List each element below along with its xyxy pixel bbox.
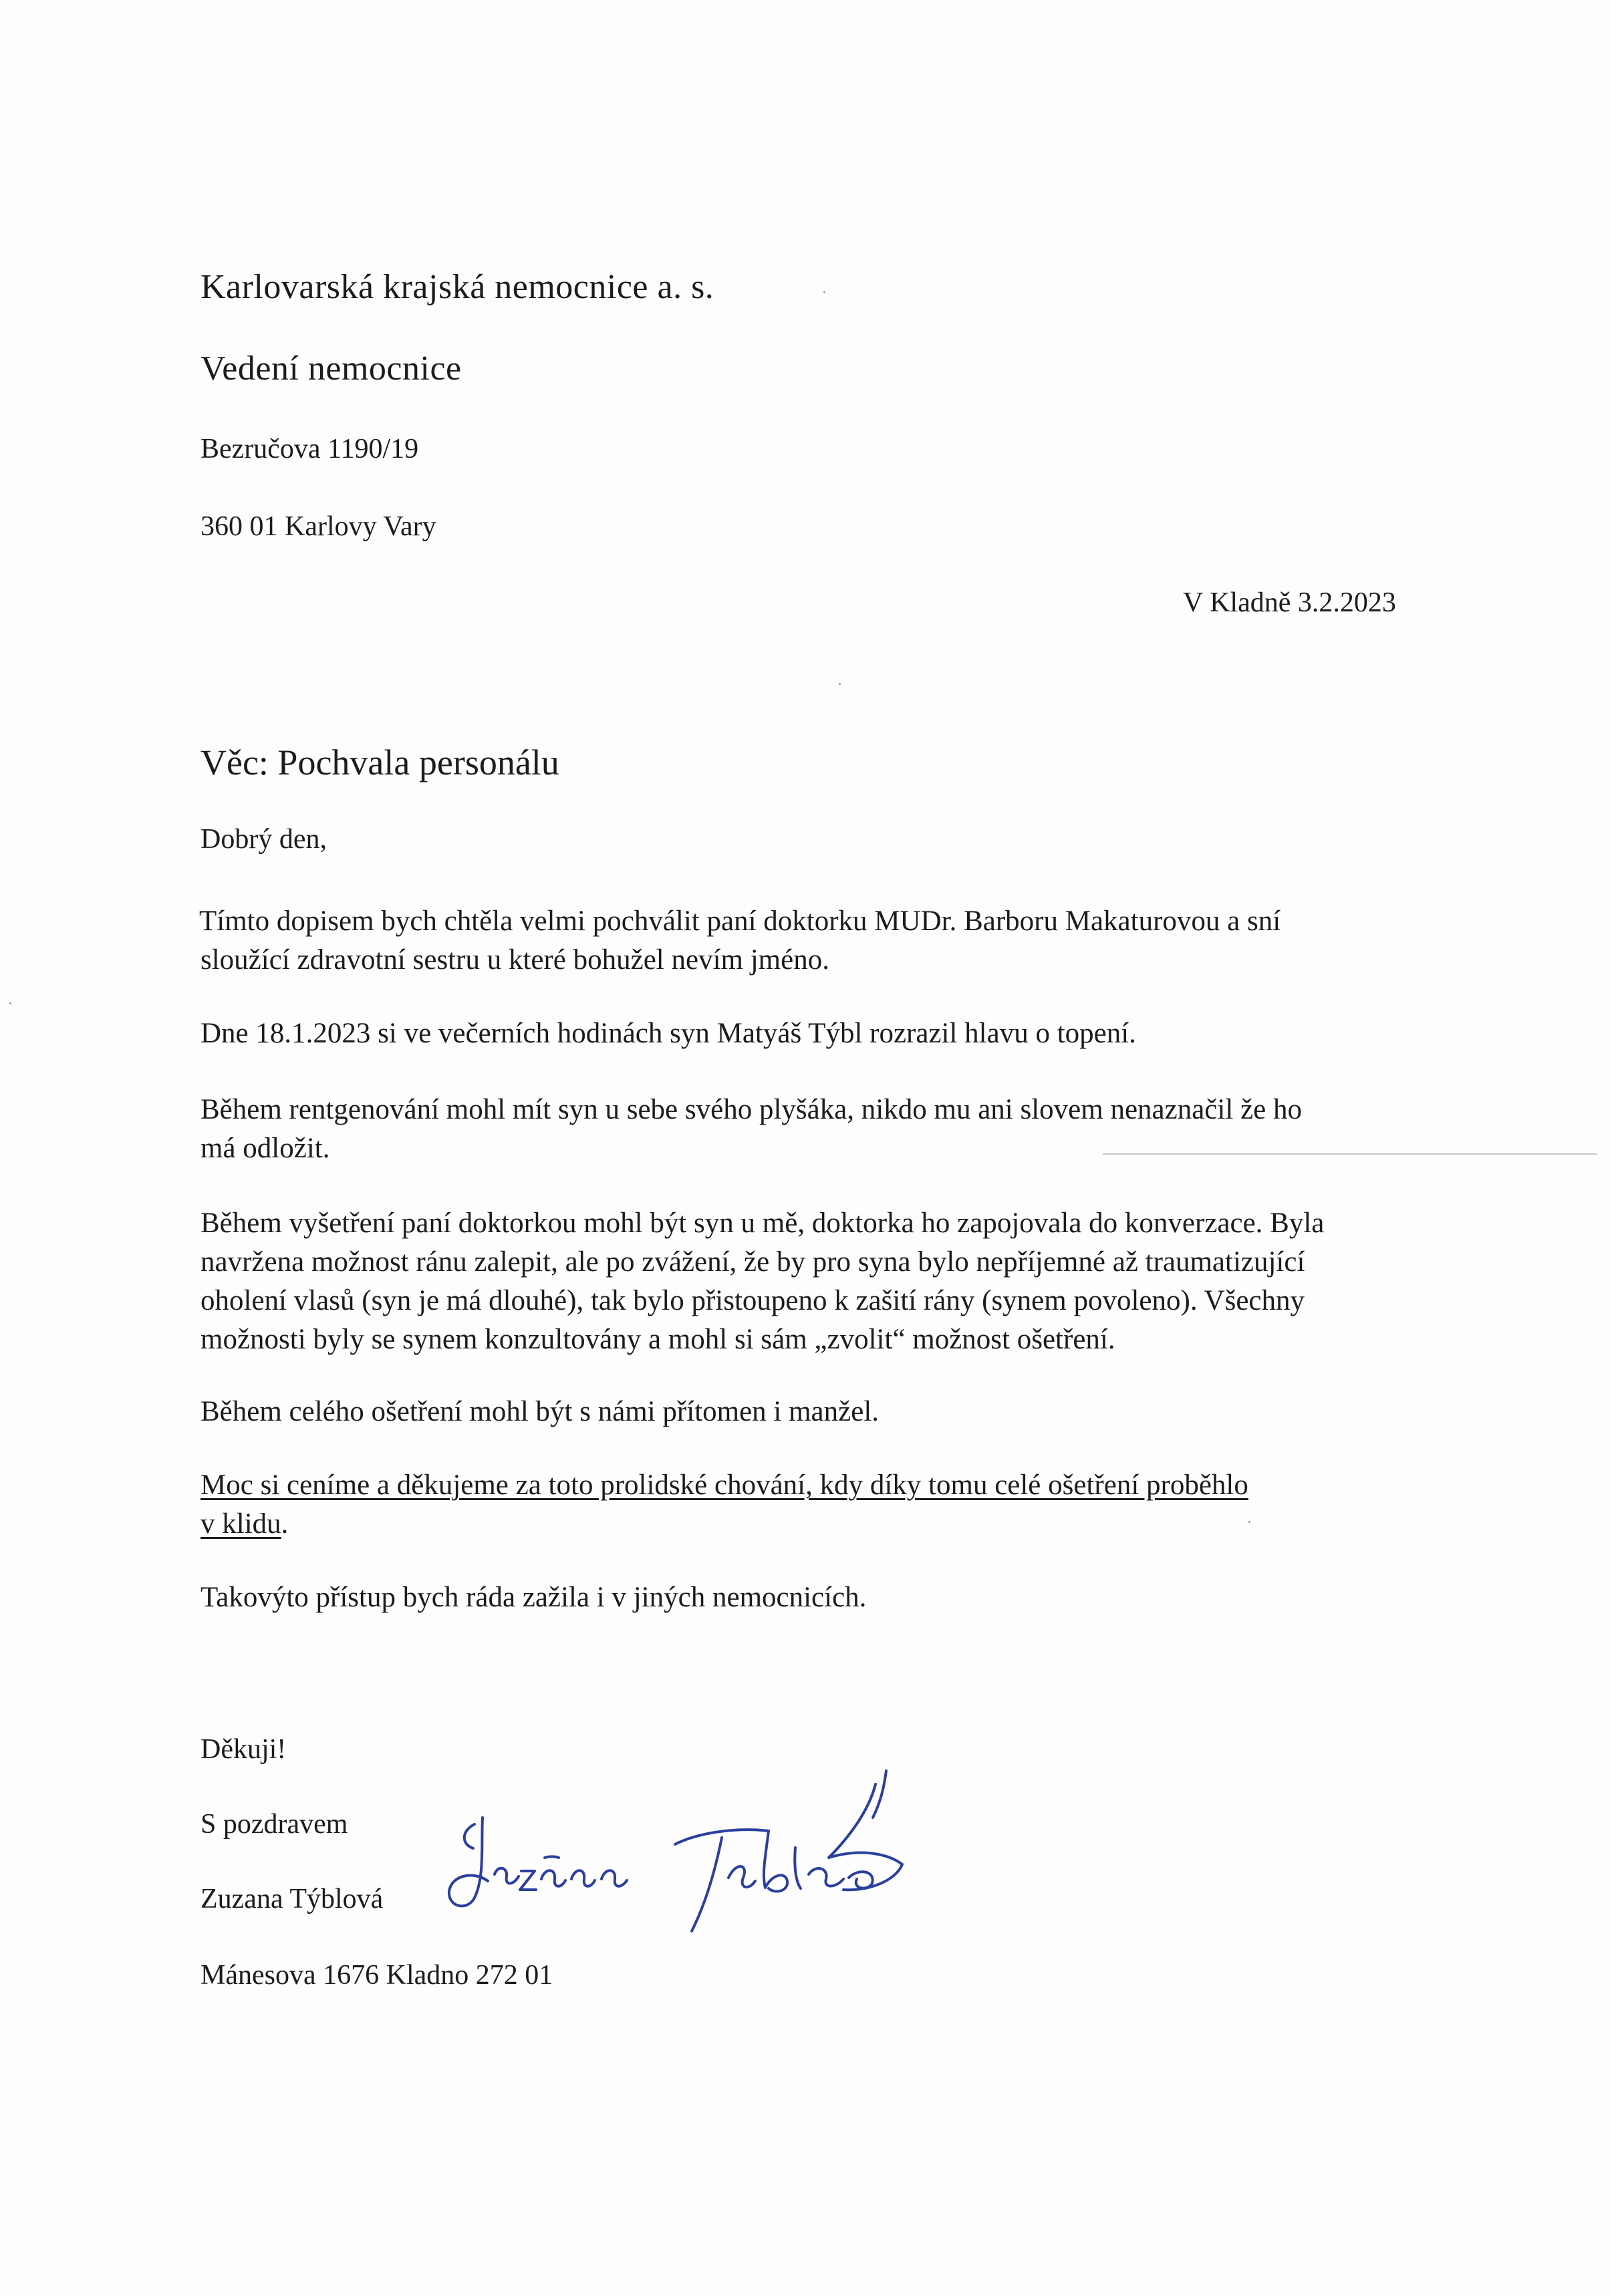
- paragraph-line: má odložit.: [200, 1133, 330, 1164]
- scan-speck: [839, 683, 841, 685]
- greeting: Dobrý den,: [200, 824, 327, 855]
- paragraph-line: možnosti byly se synem konzultovány a mohl si sám „zvolit“ možnost ošetření.: [200, 1324, 1115, 1355]
- recipient-city: 360 01 Karlovy Vary: [200, 511, 436, 542]
- closing-regards: S pozdravem: [200, 1809, 348, 1840]
- paragraph-line: Dne 18.1.2023 si ve večerních hodinách syn Matyáš Týbl rozrazil hlavu o topení.: [200, 1018, 1136, 1049]
- underlined-text: v klidu: [200, 1508, 281, 1540]
- recipient-organization: Karlovarská krajská nemocnice a. s.: [200, 268, 714, 306]
- place-date: V Kladně 3.2.2023: [1183, 587, 1396, 618]
- recipient-street: Bezručova 1190/19: [200, 434, 419, 464]
- sender-address: Mánesova 1676 Kladno 272 01: [200, 1960, 553, 1991]
- subject-line: Věc: Pochvala personálu: [200, 742, 559, 782]
- punctuation: .: [281, 1508, 289, 1540]
- paragraph-line: oholení vlasů (syn je má dlouhé), tak bylo přistoupeno k zašití rány (synem povoleno). Všechny: [200, 1285, 1305, 1316]
- paragraph-line: Během rentgenování mohl mít syn u sebe svého plyšáka, nikdo mu ani slovem nenaznačil že ho: [200, 1094, 1302, 1125]
- paragraph-line: navržena možnost ránu zalepit, ale po zvážení, že by pro syna bylo nepříjemné až traumatizující: [200, 1246, 1305, 1278]
- paragraph-line: Během vyšetření paní doktorkou mohl být syn u mě, doktorka ho zapojovala do konverzace. Byla: [200, 1207, 1325, 1239]
- paragraph-line: [200, 1508, 288, 1540]
- scan-speck: [1248, 1521, 1250, 1523]
- recipient-department: Vedení nemocnice: [200, 349, 462, 388]
- paragraph-line: Během celého ošetření mohl být s námi přítomen i manžel.: [200, 1396, 880, 1427]
- closing-thanks: Děkuji!: [200, 1734, 287, 1765]
- sender-name: Zuzana Týblová: [200, 1884, 384, 1914]
- handwritten-signature: [434, 1731, 942, 1958]
- paragraph-line: Moc si ceníme a děkujeme za toto prolidské chování, kdy díky tomu celé ošetření proběhlo: [200, 1469, 1248, 1501]
- paragraph-line: sloužící zdravotní sestru u které bohužel nevím jméno.: [200, 944, 829, 976]
- scan-artifact-line: [1103, 1153, 1597, 1155]
- scan-speck: [823, 291, 825, 293]
- paragraph-line: Tímto dopisem bych chtěla velmi pochválit paní doktorku MUDr. Barboru Makaturovou a sní: [199, 905, 1281, 937]
- paragraph-line: Takovýto přístup bych ráda zažila i v jiných nemocnicích.: [200, 1582, 867, 1613]
- scan-speck: [9, 1002, 11, 1004]
